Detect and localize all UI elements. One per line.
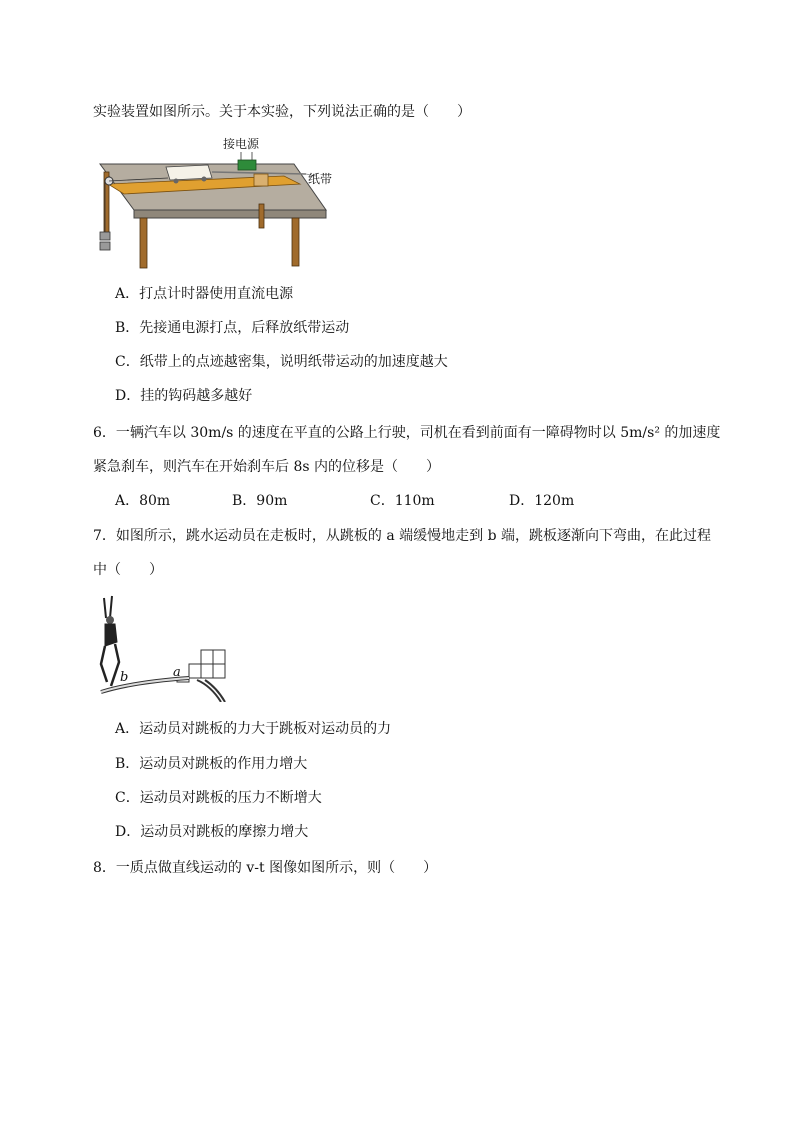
q7-option-d[interactable]: D．运动员对跳板的摩擦力增大: [115, 824, 309, 840]
q7-stem-line1: 7．如图所示，跳水运动员在走板时，从跳板的 a 端缓慢地走到 b 端，跳板逐渐向下弯曲，在此过程: [93, 528, 712, 544]
diving-board-figure: [93, 590, 233, 702]
q6-option-a[interactable]: A．80m: [115, 493, 171, 509]
q6-stem-line1: 6．一辆汽车以 30m/s 的速度在平直的公路上行驶，司机在看到前面有一障碍物时以 5m/s² 的加速度: [93, 425, 721, 441]
q5-option-c[interactable]: C．纸带上的点迹越密集，说明纸带运动的加速度越大: [115, 354, 448, 370]
q7-option-c[interactable]: C．运动员对跳板的压力不断增大: [115, 790, 322, 806]
q5-option-d[interactable]: D．挂的钩码越多越好: [115, 388, 253, 404]
q6-stem-line2: 紧急刹车，则汽车在开始刹车后 8s 内的位移是（ ）: [93, 459, 440, 475]
label-paper-tape: 纸带: [308, 172, 333, 186]
q7-option-b[interactable]: B．运动员对跳板的作用力增大: [115, 756, 308, 772]
q5-option-b[interactable]: B．先接通电源打点，后释放纸带运动: [115, 320, 350, 336]
experiment-apparatus-figure: [94, 132, 334, 272]
q6-option-c[interactable]: C．110m: [370, 493, 435, 509]
q6-option-b[interactable]: B．90m: [232, 493, 288, 509]
q7-option-a[interactable]: A．运动员对跳板的力大于跳板对运动员的力: [115, 721, 392, 737]
q6-option-d[interactable]: D．120m: [509, 493, 575, 509]
q8-stem: 8．一质点做直线运动的 v-t 图像如图所示，则（ ）: [93, 860, 438, 876]
label-end-b: b: [120, 670, 129, 685]
label-end-a: a: [173, 665, 181, 680]
q5-option-a[interactable]: A．打点计时器使用直流电源: [115, 286, 294, 302]
label-power-supply: 接电源: [223, 137, 260, 151]
q7-stem-line2: 中（ ）: [93, 562, 163, 578]
q5-stem: 实验装置如图所示。关于本实验，下列说法正确的是（ ）: [93, 104, 471, 120]
